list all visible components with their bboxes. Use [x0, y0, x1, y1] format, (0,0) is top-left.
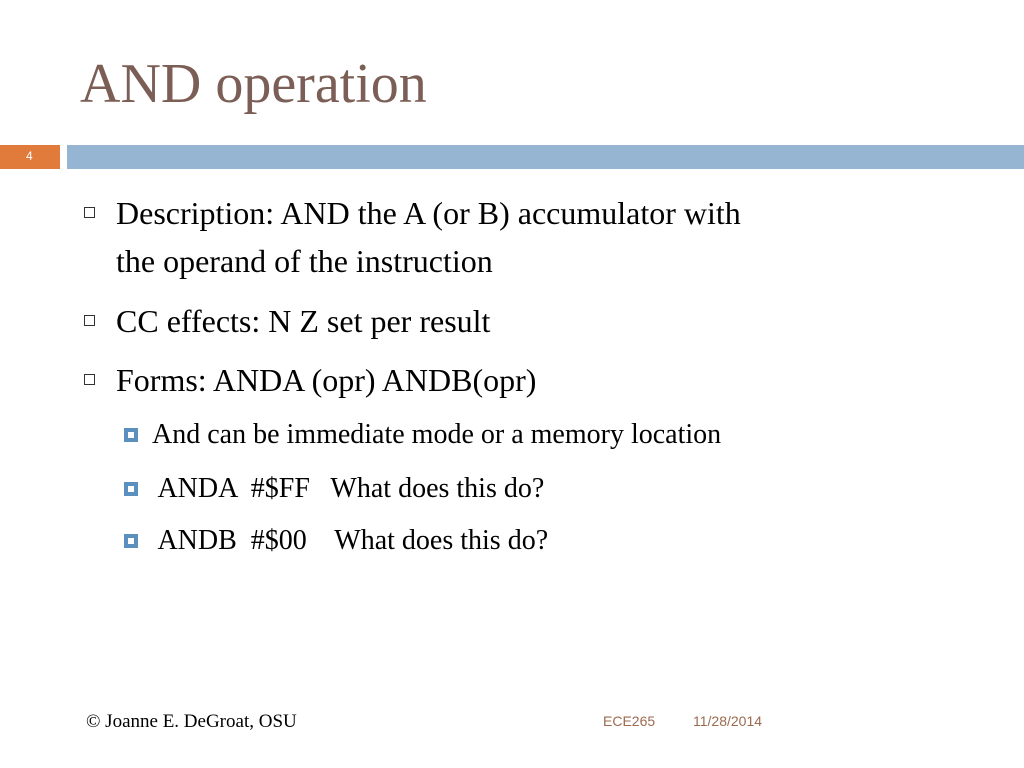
hollow-square-bullet-icon: [84, 207, 95, 218]
bullet-cc-effects-text: CC effects: N Z set per result: [116, 303, 491, 339]
bullet-description: [116, 189, 956, 285]
sub-bullet-andb-text: ANDB #$00 What does this do?: [152, 525, 549, 556]
sub-bullet-andb: [152, 523, 548, 559]
slide-title: AND operation: [80, 53, 427, 115]
bullet-description-line1: Description: AND the A (or B) accumulator with: [116, 195, 741, 231]
slide-number: 4: [26, 149, 33, 163]
title-rule: [0, 145, 1024, 169]
hollow-square-bullet-icon: [84, 315, 95, 326]
bullet-description-line2: the operand of the instruction: [116, 243, 493, 279]
bullet-cc-effects: [116, 297, 956, 345]
hollow-square-bullet-icon: [84, 374, 95, 385]
sub-bullet-anda-text: ANDA #$FF What does this do?: [152, 473, 545, 504]
sub-bullet-immediate: [152, 417, 721, 453]
bullet-forms-text: Forms: ANDA (opr) ANDB(opr): [116, 362, 537, 398]
filled-square-bullet-icon: [124, 428, 138, 442]
bullet-forms: [116, 356, 956, 404]
footer-date: 11/28/2014: [693, 713, 763, 729]
filled-square-bullet-icon: [124, 534, 138, 548]
sub-bullet-anda: [152, 471, 544, 507]
footer-course: ECE265: [603, 713, 656, 729]
sub-bullet-immediate-text: And can be immediate mode or a memory location: [152, 419, 722, 450]
rule-bar: [67, 145, 1024, 169]
footer-copyright: © Joanne E. DeGroat, OSU: [86, 711, 297, 732]
filled-square-bullet-icon: [124, 482, 138, 496]
slide-number-box: [0, 145, 60, 169]
